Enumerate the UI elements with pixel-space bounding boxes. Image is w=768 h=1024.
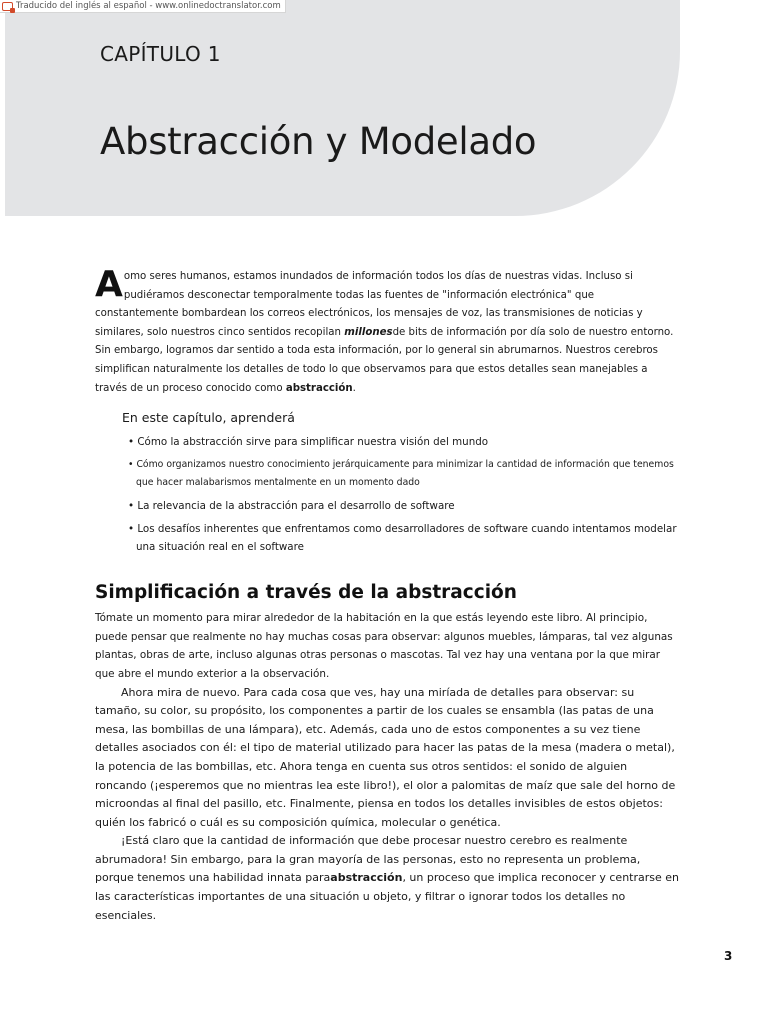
objective-item: • Los desafíos inherentes que enfrentamos como desarrolladores de software cuando intentamos modelar una situación real en el software [128,523,677,554]
objective-item: • Cómo organizamos nuestro conocimiento jerárquicamente para minimizar la cantidad de información que tenemos que hacer malabarismos mentalmente en un momento dado [128,459,674,489]
objective-item: • La relevancia de la abstracción para el desarrollo de software [128,500,455,513]
translator-banner-text[interactable]: Traducido del inglés al español - www.onlinedoctranslator.com [16,1,281,11]
body-paragraph [95,832,680,925]
learning-objectives-heading: En este capítulo, aprenderá [122,410,295,426]
intro-text-2: de bits de información por día solo de nuestro entorno. Sin embargo, logramos dar sentido a toda esta información, por lo general sin abrumarnos. Nuestros cerebros simplifican naturalmente los detalles de todo lo que observamos para que estos detalles sean manejables a través de un proceso conocido como [95,326,674,394]
body-keyword: abstracción [330,871,403,885]
translate-icon [2,2,13,11]
body-text: ¡Está claro que la cantidad de información que debe procesar nuestro cerebro es realmente abrumadora! Sin embargo, para la gran mayoría de las personas, esto no representa un problema, porque tenemos una habilidad innata para [95,834,641,885]
learning-objectives [122,410,680,556]
intro-text-1: omo seres humanos, estamos inundados de información todos los días de nuestras vidas. Incluso si pudiéramos desconectar temporalmente todas las fuentes de "información electrónica" que constantemente bombardean los correos electrónicos, los mensajes de voz, las transmisiones de noticias y similares, solo nuestros cinco sentidos recopilan [95,271,643,338]
intro-keyword: abstracción [285,382,353,394]
intro-emphasis: millones [344,326,393,338]
drop-cap: A [95,264,123,305]
page-number: 3 [724,949,733,963]
intro-paragraph [95,264,680,398]
chapter-title: Abstracción y Modelado [100,120,537,163]
learning-objectives-list [122,433,680,556]
body-paragraph: Tómate un momento para mirar alrededor de la habitación en la que estás leyendo este libro. Al principio, puede pensar que realmente no hay muchas cosas para observar: algunos muebles, lámparas, tal vez algunas plantas, obras de arte, incluso algunas otras personas o mascotas. Tal vez hay una ventana por la que mirar que abre el mundo exterior a la observación. [95,612,673,680]
body-paragraph: Ahora mira de nuevo. Para cada cosa que ves, hay una miríada de detalles para observar: su tamaño, su color, su propósito, los componentes a partir de los cuales se ensambla (las patas de una mesa, las bombillas de una lámpara), etc. Además, cada uno de estos componentes a su vez tiene detalles asociados con él: el tipo de material utilizado para hacer las patas de la mesa (madera o metal), la potencia de las bombillas, etc. Ahora tenga en cuenta sus otros sentidos: el sonido de alguien roncando (¡esperemos que no mientras lea este libro!), el olor a palomitas de maíz que sale del horno de microondas al final del pasillo, etc. Finalmente, piensa en todos los detalles invisibles de estos objetos: quién los fabricó o cuál es su composición química, molecular o genética. [95,685,676,829]
chapter-header [5,0,680,216]
intro-text-3: . [352,382,356,394]
translator-banner[interactable] [0,0,286,13]
chapter-label: CAPÍTULO 1 [100,42,221,66]
section-title: Simplificación a través de la abstracción [95,582,517,604]
body-text: , un proceso que implica reconocer y centrarse en las características importantes de una situación u objeto, y filtrar o ignorar todos los detalles no esenciales. [95,871,679,922]
objective-item: • Cómo la abstracción sirve para simplificar nuestra visión del mundo [128,436,489,449]
page-content [95,264,680,925]
